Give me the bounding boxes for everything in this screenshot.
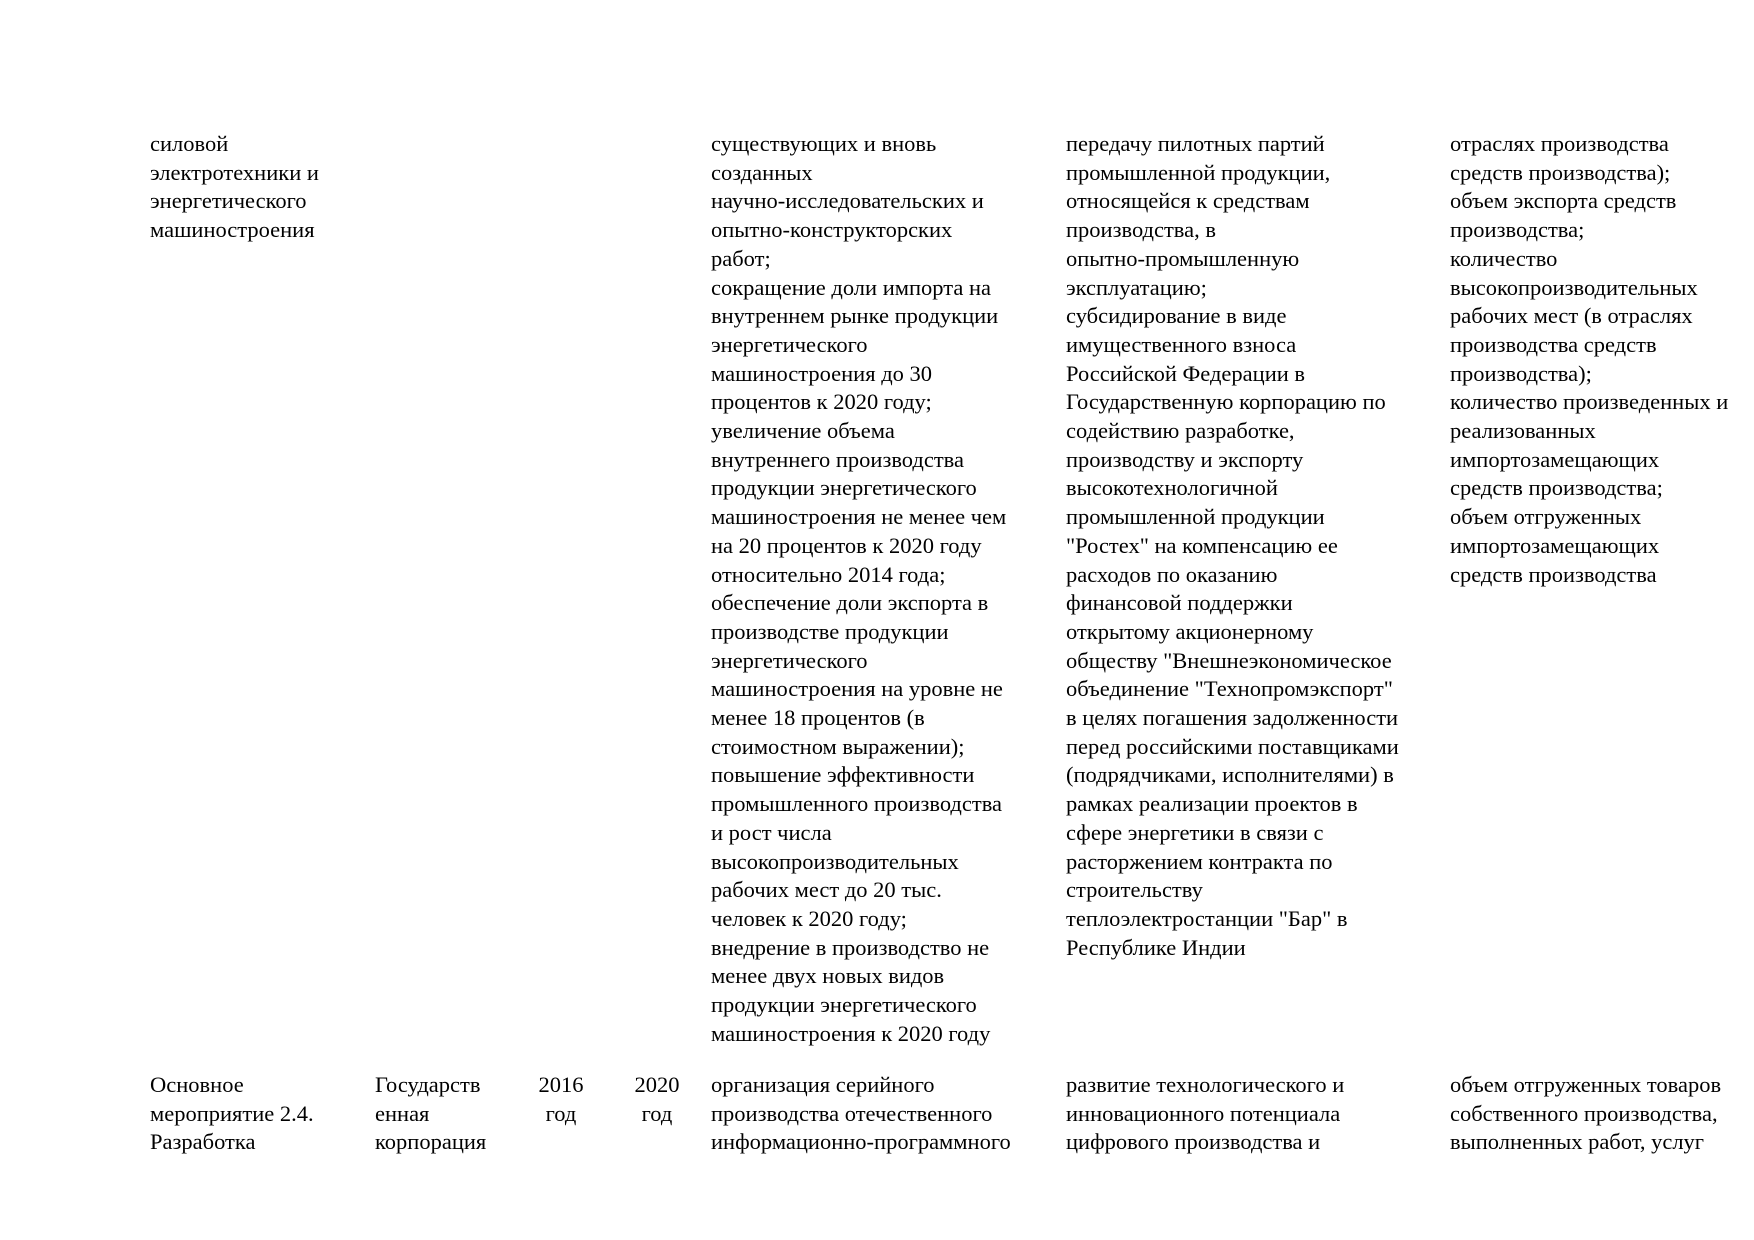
row1-expected-results: существующих и вновь созданных научно-исследовательских и опытно-конструкторских работ; сокращение доли импорта на внутреннем рынке продукции энергетического машиностроения до 30 процентов к 2020 году; увеличение объема внутреннего производства продукции энергетического машиностроения не менее чем на 20 процентов к 2020 году относительно 2014 года; обеспечение доли экспорта в производстве продукции энергетического машиностроения на уровне не менее 18 процентов (в стоимостном выражении); повышение эффективности промышленного производства и рост числа высокопроизводительных рабочих мест до 20 тыс. человек к 2020 году; внедрение в производство не менее двух новых видов продукции энергетического машиностроения к 2020 году bbox=[711, 131, 1007, 1046]
row1-indicators: отраслях производства средств производства); объем экспорта средств производства; количество высокопроизводительных рабочих мест (в отраслях производства средств производства); количество произведенных и реализованных импортозамещающих средств производства; объем отгруженных импортозамещающих средств производства bbox=[1450, 131, 1729, 587]
row2-start-year: 2016 год bbox=[538, 1072, 584, 1126]
row2-measures-description: развитие технологического и инновационного потенциала цифрового производства и bbox=[1066, 1072, 1345, 1155]
row1-measures-description: передачу пилотных партий промышленной продукции, относящейся к средствам производства, в опытно-промышленную эксплуатацию; субсидирование в виде имущественного взноса Российской Федерации в Государственную корпорацию по содействию разработке, производству и экспорту высокотехнологичной промышленной продукции "Ростех" на компенсацию ее расходов по оказанию финансовой поддержки открытому акционерному обществу "Внешнеэкономическое объединение "Технопромэкспорт" в целях погашения задолженности перед российскими поставщиками (подрядчиками, исполнителями) в рамках реализации проектов в сфере энергетики в связи с расторжением контракта по строительству теплоэлектростанции "Бар" в Республике Индии bbox=[1066, 131, 1399, 960]
row2-executor: Государств енная корпорация bbox=[375, 1072, 487, 1155]
row2-indicators: объем отгруженных товаров собственного производства, выполненных работ, услуг bbox=[1450, 1072, 1722, 1155]
row1-measure-name: силовой электротехники и энергетического машиностроения bbox=[150, 131, 319, 243]
row2-measure-name: Основное мероприятие 2.4. Разработка bbox=[150, 1072, 314, 1155]
row2-end-year: 2020 год bbox=[634, 1072, 680, 1126]
row2-expected-results: организация серийного производства отечественного информационно-программного bbox=[711, 1072, 1011, 1155]
